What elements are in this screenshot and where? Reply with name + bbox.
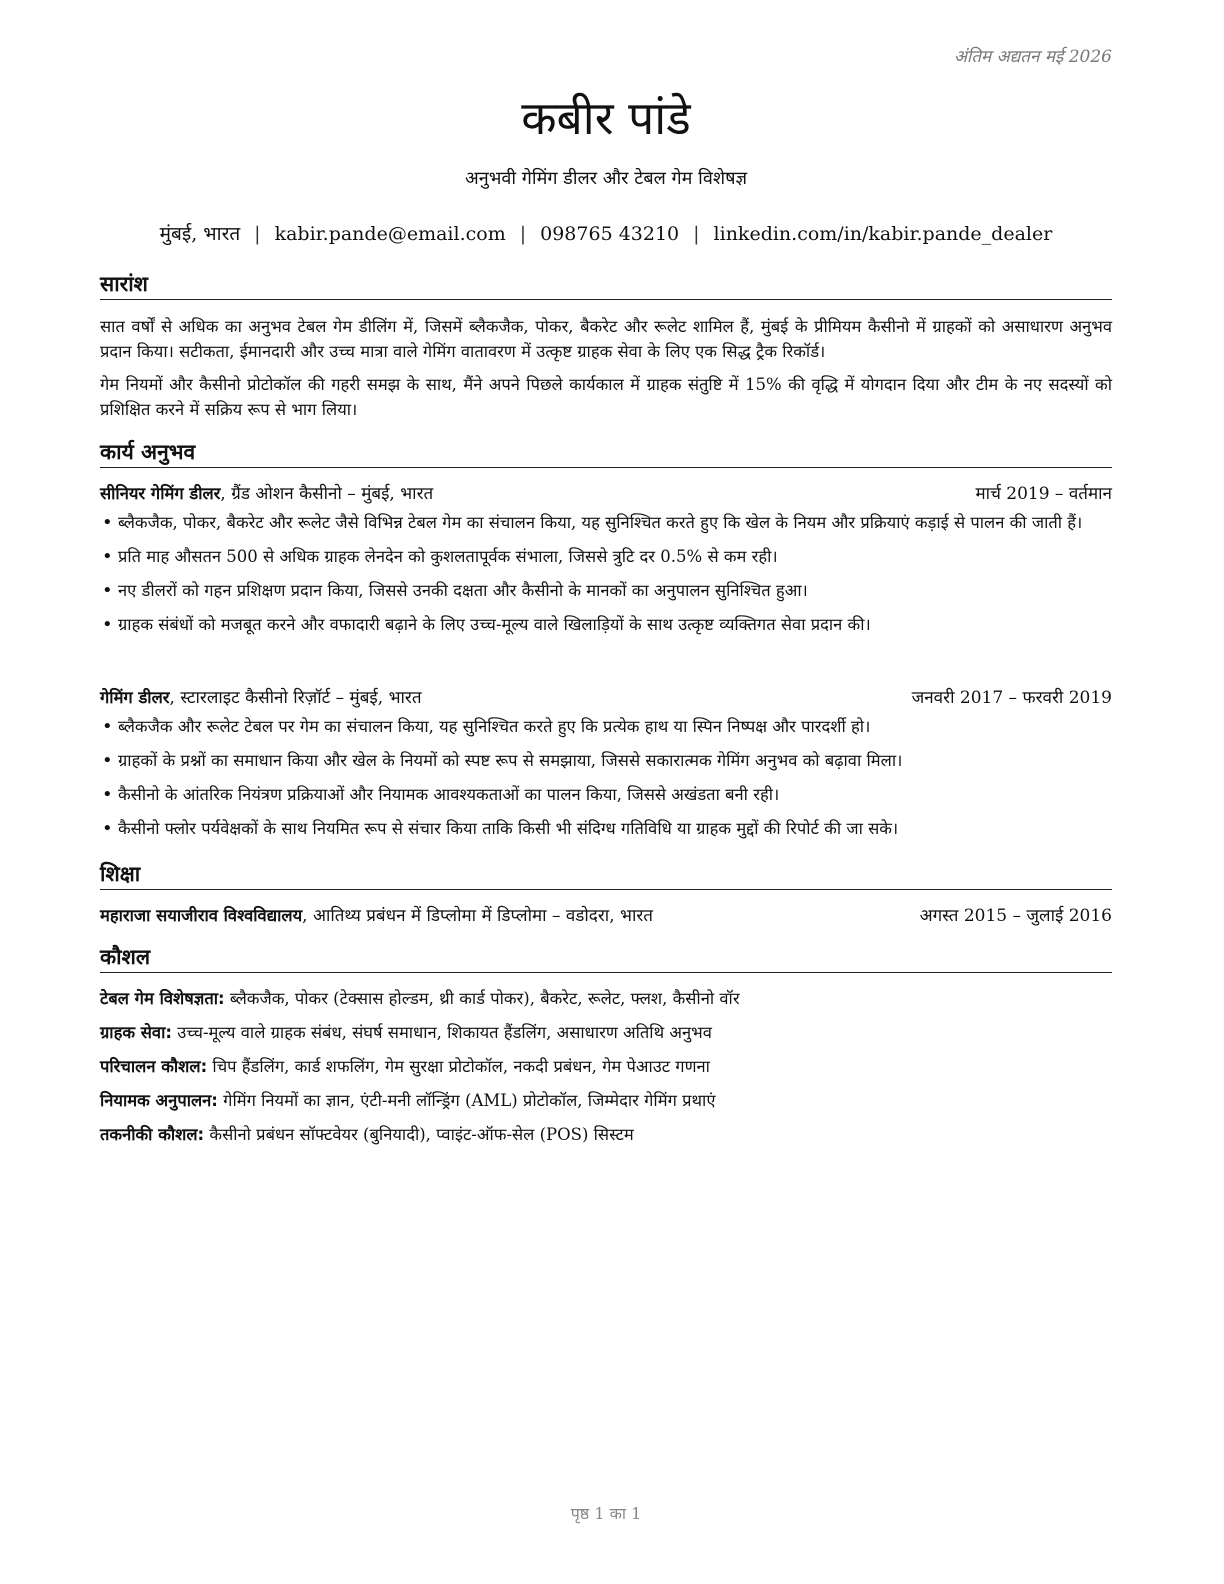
last-updated-note: अंतिम अद्यतन मई 2026 (953, 47, 1112, 67)
experience-heading: कार्य अनुभव (100, 438, 1112, 468)
skill-label: तकनीकी कौशल: (100, 1125, 205, 1144)
summary-paragraph-2: गेम नियमों और कैसीनो प्रोटोकॉल की गहरी समझ के साथ, मैंने अपने पिछले कार्यकाल में ग्राहक संतुष्टि में 15% की वृद्धि में योगदान दिया और टीम के नए सदस्यों को प्रशिक्षित करने में सक्रिय रूप से भाग लिया। (100, 375, 1112, 419)
resume-page (100, 0, 1112, 1584)
candidate-tagline: अनुभवी गेमिंग डीलर और टेबल गेम विशेषज्ञ (464, 168, 748, 189)
summary-paragraph-1: सात वर्षों से अधिक का अनुभव टेबल गेम डीलिंग में, जिसमें ब्लैकजैक, पोकर, बैकरेट और रूलेट शामिल हैं, मुंबई के प्रीमियम कैसीनो में ग्राहकों को असाधारण अनुभव प्रदान किया। सटीकता, ईमानदारी और उच्च मात्रा वाले गेमिंग वातावरण में उत्कृष्ट ग्राहक सेवा के लिए एक सिद्ध ट्रैक रिकॉर्ड। (100, 317, 1112, 361)
job-bullets (100, 714, 1112, 850)
skill-value: उच्च-मूल्य वाले ग्राहक संबंध, संघर्ष समाधान, शिकायत हैंडलिंग, असाधारण अतिथि अनुभव (171, 1023, 712, 1042)
candidate-name: कबीर पांडे (521, 91, 691, 145)
skill-line (100, 1122, 1112, 1147)
contact-location: मुंबई, भारत (159, 223, 241, 245)
list-item: • कैसीनो फ्लोर पर्यवेक्षकों के साथ नियमित रूप से संचार किया ताकि किसी भी संदिग्ध गतिविधि या ग्राहक मुद्दों की रिपोर्ट की जा सके। (100, 816, 1112, 841)
summary-heading: सारांश (100, 270, 1112, 300)
education-entry (100, 903, 1112, 929)
list-item: • प्रति माह औसतन 500 से अधिक ग्राहक लेनदेन को कुशलतापूर्वक संभाला, जिससे त्रुटि दर 0.5% से कम रही। (100, 544, 1112, 569)
list-item: • ब्लैकजैक और रूलेट टेबल पर गेम का संचालन किया, यह सुनिश्चित करते हुए कि प्रत्येक हाथ या स्पिन निष्पक्ष और पारदर्शी हो। (100, 714, 1112, 739)
list-item: • ब्लैकजैक, पोकर, बैकरेट और रूलेट जैसे विभिन्न टेबल गेम का संचालन किया, यह सुनिश्चित करते हुए कि खेल के नियम और प्रक्रियाएं कड़ाई से पालन की जाती हैं। (100, 510, 1112, 535)
job-dates: मार्च 2019 – वर्तमान (975, 484, 1112, 504)
job-dates: जनवरी 2017 – फरवरी 2019 (911, 688, 1112, 708)
job-org: , स्टारलाइट कैसीनो रिज़ॉर्ट – मुंबई, भारत (169, 688, 422, 708)
list-item: • ग्राहक संबंधों को मजबूत करने और वफादारी बढ़ाने के लिए उच्च-मूल्य वाले खिलाड़ियों के साथ उत्कृष्ट व्यक्तिगत सेवा प्रदान की। (100, 612, 1112, 637)
job-title: गेमिंग डीलर (100, 688, 170, 707)
skill-line (100, 1020, 1112, 1045)
list-item: • कैसीनो के आंतरिक नियंत्रण प्रक्रियाओं और नियामक आवश्यकताओं का पालन किया, जिससे अखंडता बनी रही। (100, 782, 1112, 807)
contact-line (100, 220, 1112, 246)
skill-line (100, 986, 1112, 1011)
education-detail: , आतिथ्य प्रबंधन में डिप्लोमा में डिप्लोमा – वडोदरा, भारत (302, 906, 653, 926)
skill-label: परिचालन कौशल: (100, 1057, 208, 1076)
contact-phone: 098765 43210 (540, 223, 680, 245)
job-header (100, 685, 1112, 711)
contact-separator: | (693, 223, 700, 245)
skill-value: गेमिंग नियमों का ज्ञान, एंटी-मनी लॉन्ड्रिंग (AML) प्रोटोकॉल, जिम्मेदार गेमिंग प्रथाएं (217, 1091, 716, 1110)
skill-label: नियामक अनुपालन: (100, 1091, 218, 1110)
skill-value: ब्लैकजैक, पोकर (टेक्सास होल्डम, थ्री कार्ड पोकर), बैकरेट, रूलेट, फ्लश, कैसीनो वॉर (224, 989, 740, 1008)
skill-line (100, 1054, 1112, 1079)
job-title: सीनियर गेमिंग डीलर (100, 484, 221, 503)
skill-line (100, 1088, 1112, 1113)
education-heading: शिक्षा (100, 860, 1112, 890)
list-item: • ग्राहकों के प्रश्नों का समाधान किया और खेल के नियमों को स्पष्ट रूप से समझाया, जिससे सकारात्मक गेमिंग अनुभव को बढ़ावा मिला। (100, 748, 1112, 773)
list-item: • नए डीलरों को गहन प्रशिक्षण प्रदान किया, जिससे उनकी दक्षता और कैसीनो के मानकों का अनुपालन सुनिश्चित हुआ। (100, 578, 1112, 603)
contact-separator: | (254, 223, 261, 245)
contact-email[interactable]: kabir.pande@email.com (274, 223, 506, 245)
education-dates: अगस्त 2015 – जुलाई 2016 (919, 906, 1112, 926)
skill-value: चिप हैंडलिंग, कार्ड शफलिंग, गेम सुरक्षा प्रोटोकॉल, नकदी प्रबंधन, गेम पेआउट गणना (207, 1057, 710, 1076)
skill-label: ग्राहक सेवा: (100, 1023, 172, 1042)
page-indicator: पृष्ठ 1 का 1 (570, 1504, 642, 1523)
job-bullets (100, 510, 1112, 646)
contact-linkedin[interactable]: linkedin.com/in/kabir.pande_dealer (713, 223, 1053, 245)
skill-value: कैसीनो प्रबंधन सॉफ्टवेयर (बुनियादी), प्वाइंट-ऑफ-सेल (POS) सिस्टम (204, 1125, 634, 1144)
job-header (100, 481, 1112, 507)
skills-heading: कौशल (100, 943, 1112, 973)
skill-label: टेबल गेम विशेषज्ञता: (100, 989, 225, 1008)
job-org: , ग्रैंड ओशन कैसीनो – मुंबई, भारत (220, 484, 434, 504)
education-institution: महाराजा सयाजीराव विश्वविद्यालय (100, 906, 303, 925)
contact-separator: | (519, 223, 527, 245)
